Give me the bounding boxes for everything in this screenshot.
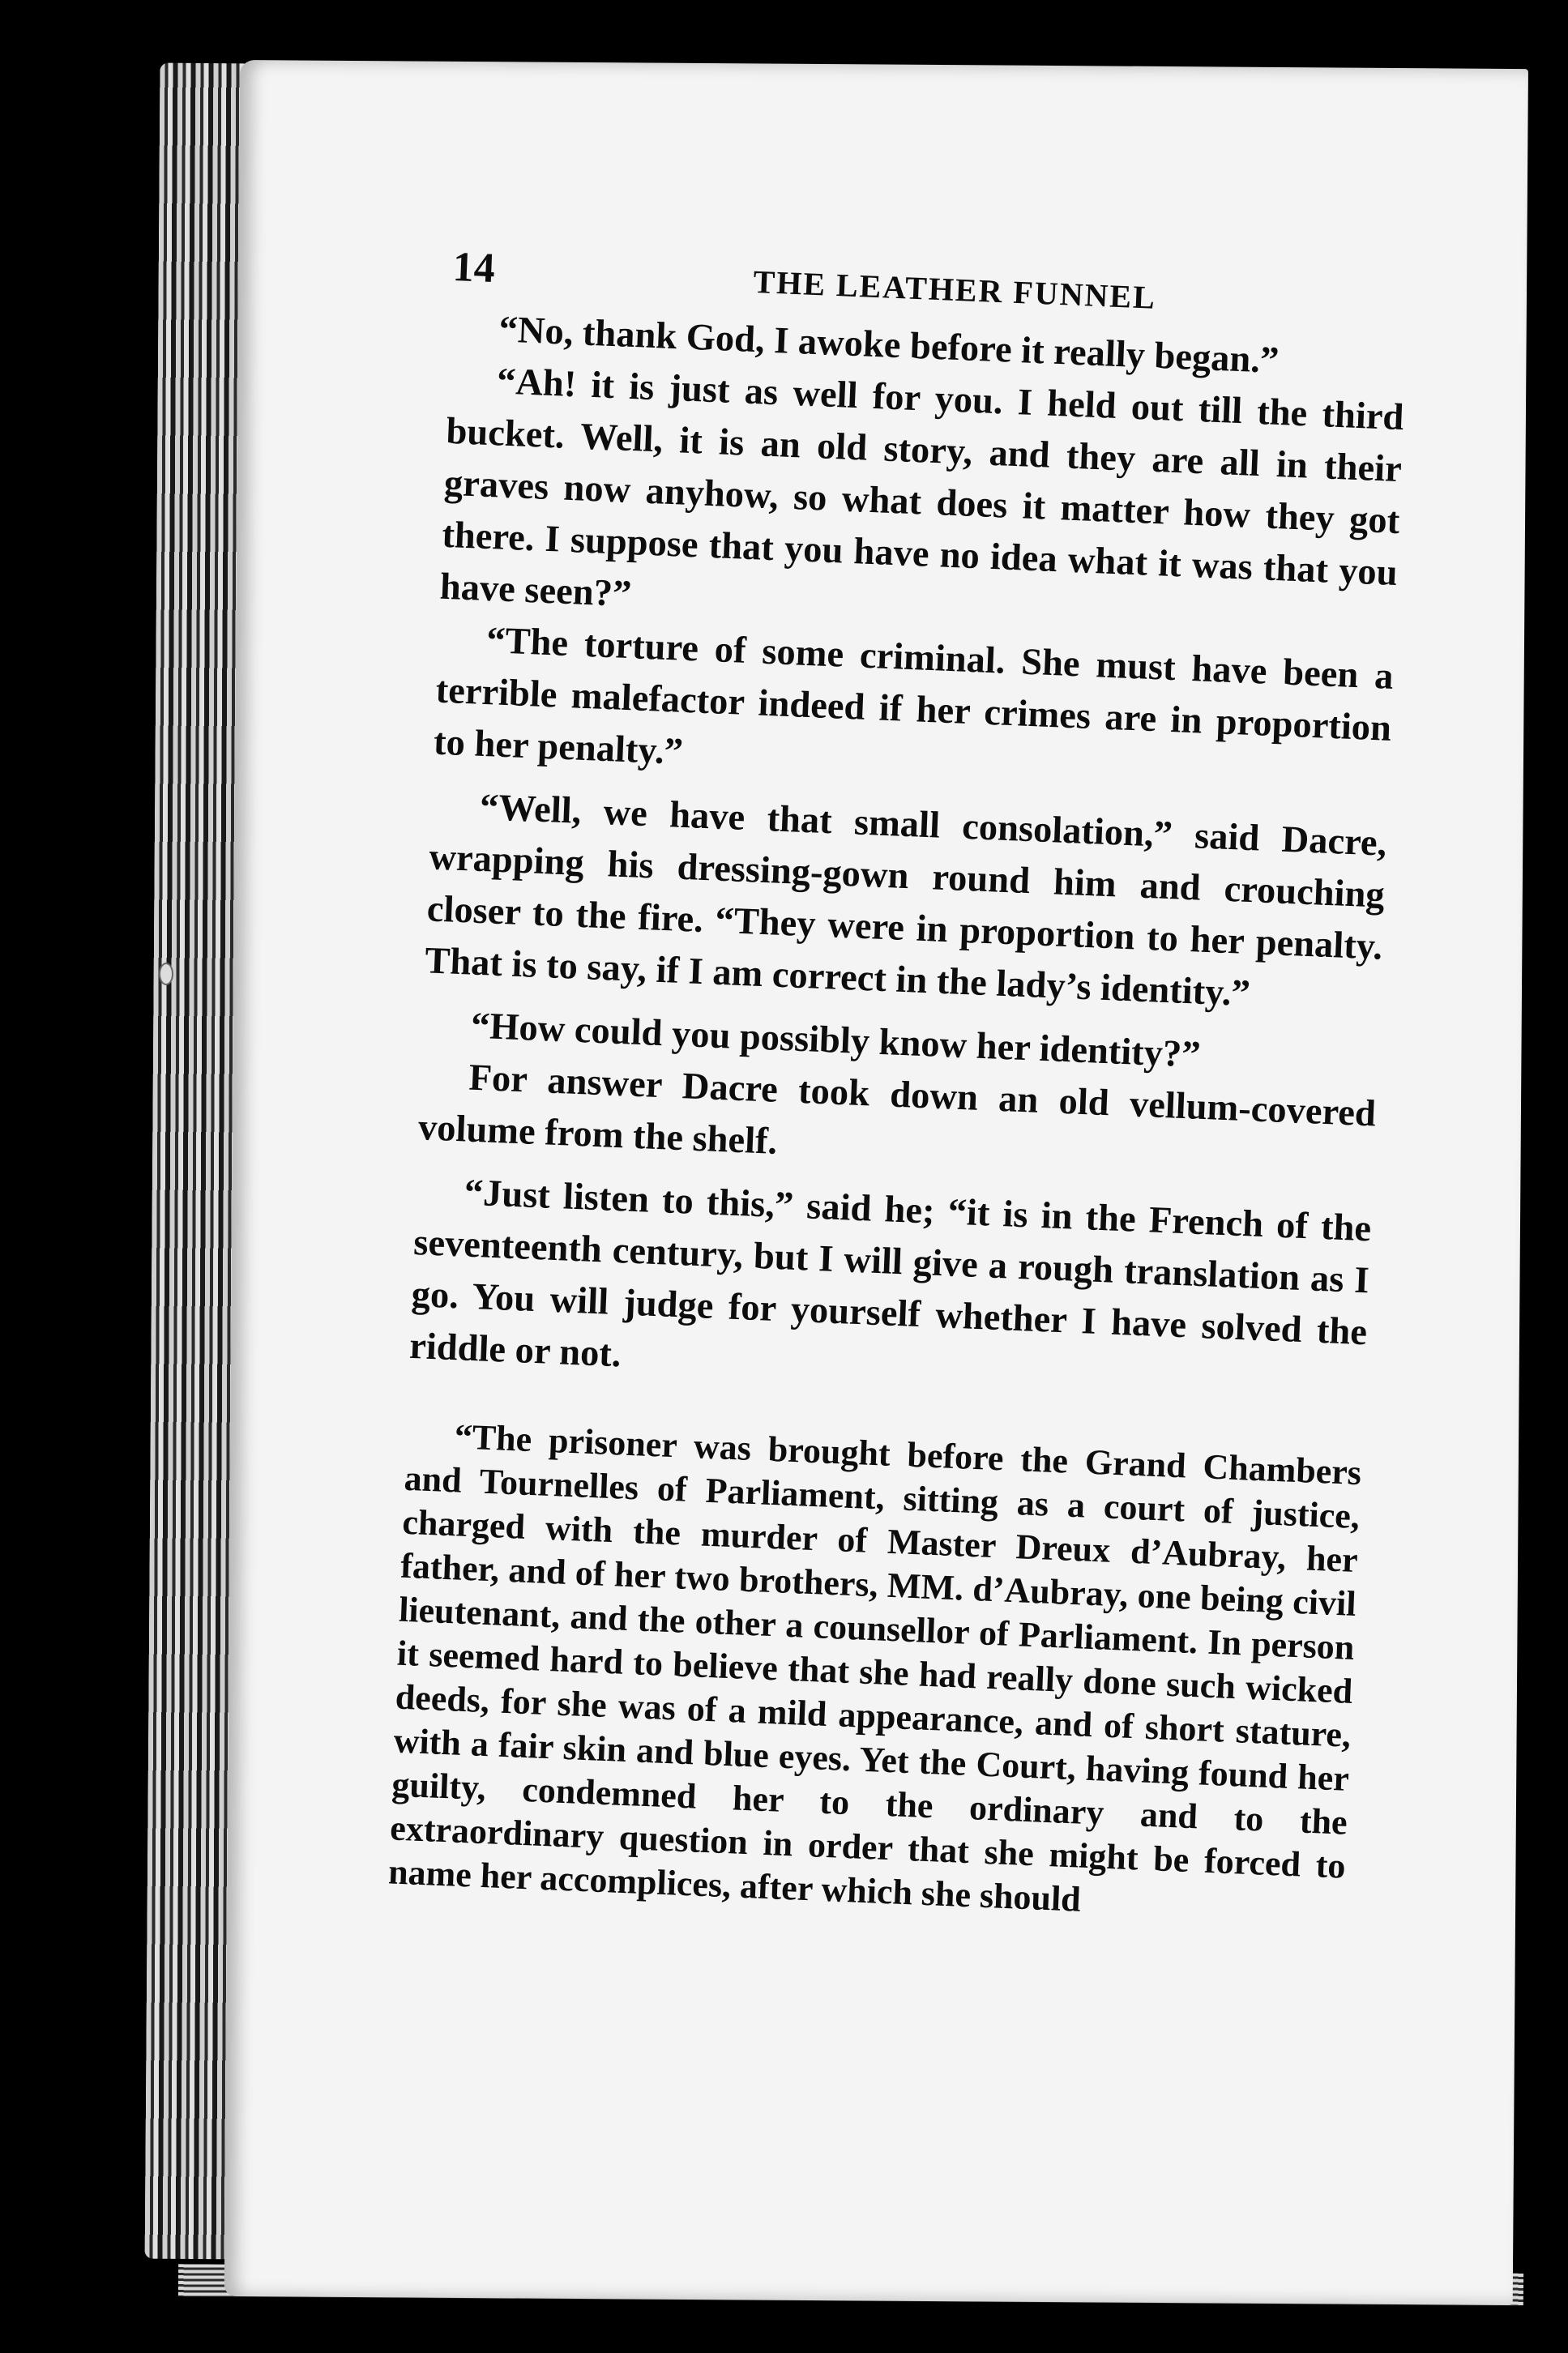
page-number: 14 bbox=[451, 243, 496, 293]
paragraph: “Well, we have that small consolation,” said Dacre, wrapping his dressing-gown round him and crouching closer to the fire. “They were in proportion to her penalty. That is to say, if I am correct in the lady’s identity.” bbox=[424, 786, 1388, 1015]
paragraph: “Just listen to this,” said he; “it is in the French of the seventeenth century, but I will give a rough translation as I go. You will judge for yourself whether I have solved the riddle or not. bbox=[408, 1172, 1373, 1376]
paragraph: “How could you possibly know her identity?” bbox=[470, 1005, 1202, 1076]
running-title: THE LEATHER FUNNEL bbox=[752, 263, 1157, 316]
paragraph: “No, thank God, I awoke before it really began.” bbox=[498, 309, 1280, 382]
binding-hole bbox=[159, 963, 173, 985]
paragraph: For answer Dacre took down an old vellum-covered volume from the shelf. bbox=[417, 1057, 1377, 1163]
paragraph: “Ah! it is just as well for you. I held out till the third bucket. Well, it is an old story, and they are all in their graves now anyhow, so what does it matter how they got there. I suppose that you have no idea what it was that you have seen?” bbox=[438, 361, 1405, 616]
page-text bbox=[387, 243, 1409, 1932]
paragraph: “The torture of some criminal. She must have been a terrible malefactor indeed if her crimes are in proportion to her penalty.” bbox=[433, 620, 1395, 773]
quoted-passage: “The prisoner was brought before the Grand Chambers and Tournelles of Parliament, sitting as a court of justice, charged with the murder of Master Dreux d’Aubray, her father, and of her two brothers, MM. d’Aubray, one being civil lieutenant, and the other a counsellor of Parliament. In person it seemed hard to believe that she had really done such wicked deeds, for she was of a mild appearance, and of short stature, with a fair skin and blue eyes. Yet the Court, having found her guilty, condemned her to the ordinary and to the extraordinary question in order that she might be forced to name her accomplices, after which she should bbox=[387, 1416, 1362, 1920]
